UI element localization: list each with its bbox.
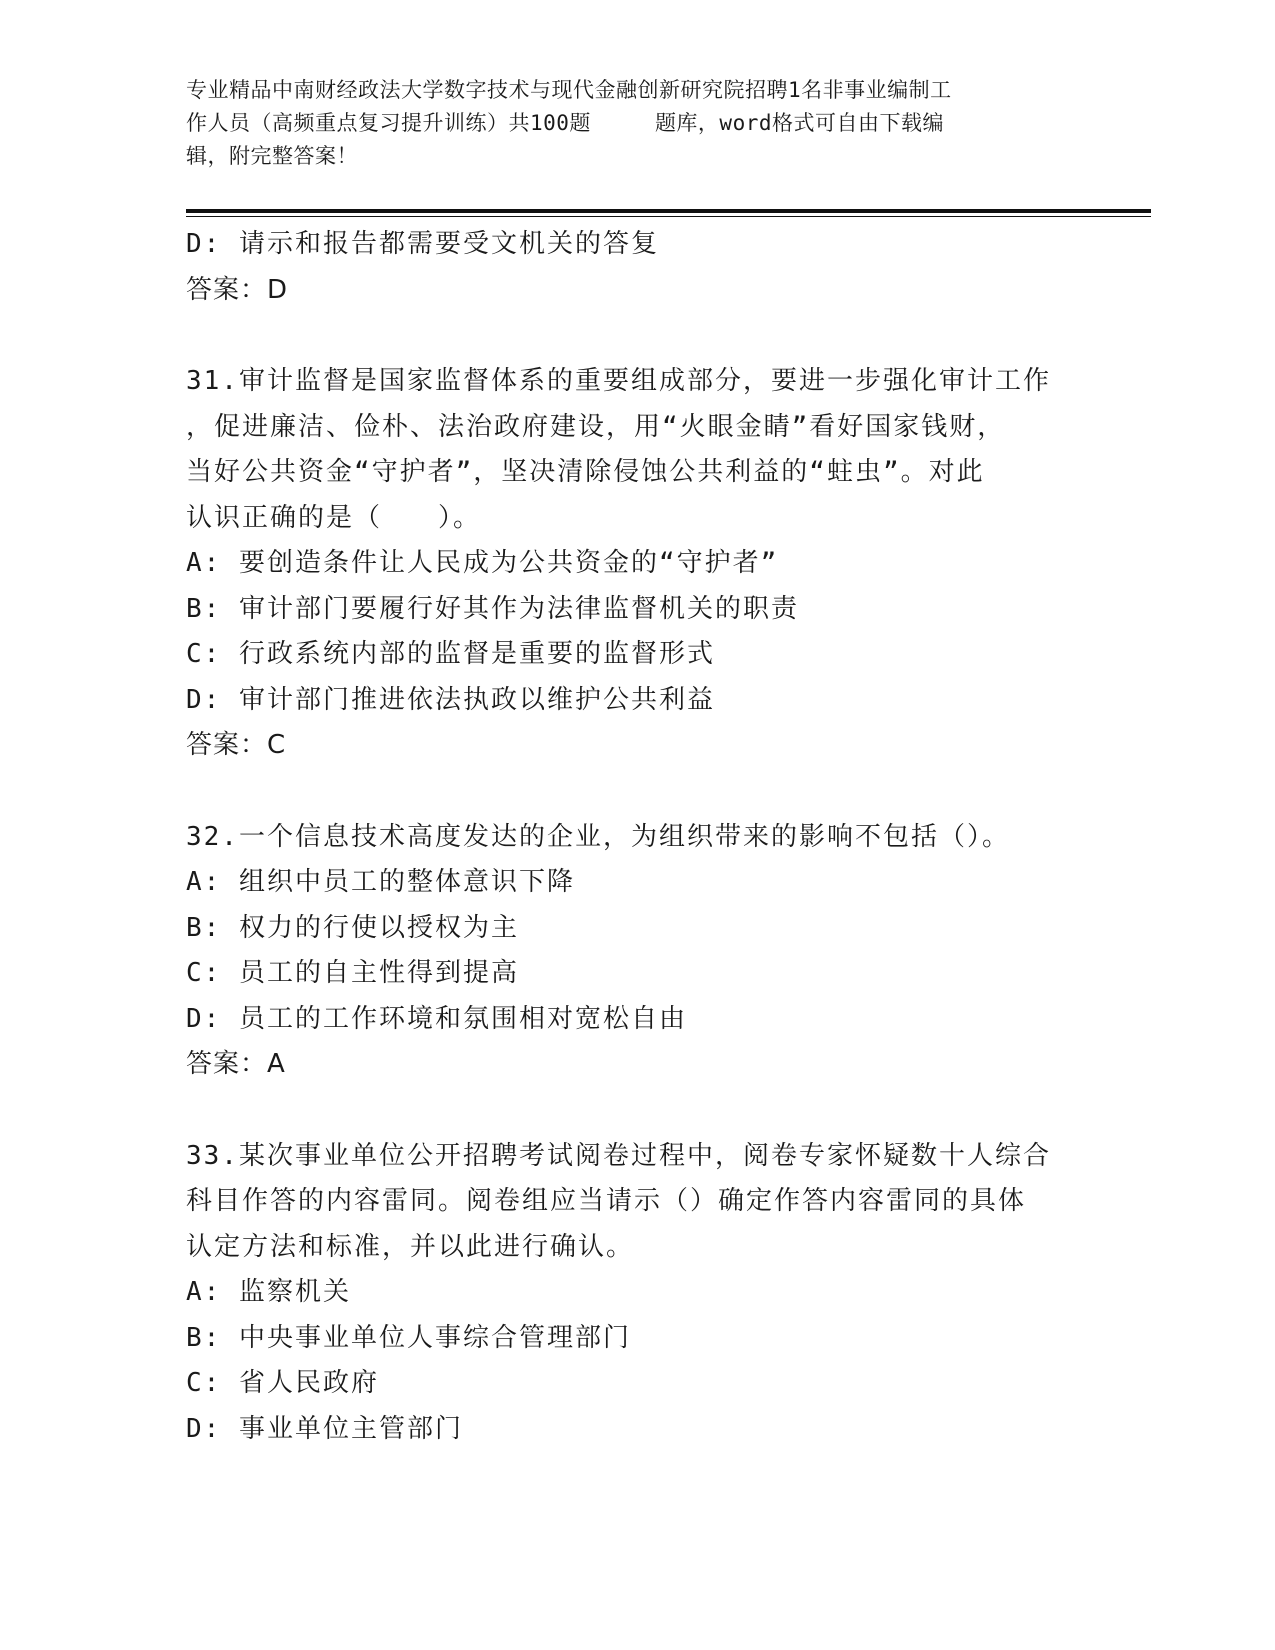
stem-line: 33.某次事业单位公开招聘考试阅卷过程中，阅卷专家怀疑数十人综合 xyxy=(186,1140,1051,1171)
stem-line: ，促进廉洁、俭朴、法治政府建设，用“火眼金睛”看好国家钱财， xyxy=(186,411,1006,442)
option-d: D: 员工的工作环境和氛围相对宽松自由 xyxy=(186,1003,687,1034)
answer-line: 答案：A xyxy=(186,1049,286,1079)
stem-line: 认识正确的是（ ）。 xyxy=(186,502,482,533)
header-line-3: 辑，附完整答案！ xyxy=(186,144,358,168)
spacer xyxy=(186,1088,1086,1134)
stem-line: 31.审计监督是国家监督体系的重要组成部分，要进一步强化审计工作 xyxy=(186,366,1051,396)
question-stem xyxy=(186,1134,1086,1271)
option-b: B: 中央事业单位人事综合管理部门 xyxy=(186,1322,631,1353)
answer-line: 答案：D xyxy=(186,274,289,305)
question-32 xyxy=(186,815,1086,1088)
spacer xyxy=(186,313,1086,359)
document-body xyxy=(186,222,1086,1452)
stem-line: 科目作答的内容雷同。阅卷组应当请示（）确定作答内容雷同的具体 xyxy=(186,1186,1027,1216)
header-line-1: 专业精品中南财经政法大学数字技术与现代金融创新研究院招聘1名非事业编制工 xyxy=(186,78,952,102)
option-d: D: 事业单位主管部门 xyxy=(186,1413,463,1444)
option-c: C: 员工的自主性得到提高 xyxy=(186,958,519,988)
question-stem xyxy=(186,815,1086,861)
option-a: A: 监察机关 xyxy=(186,1277,351,1307)
option-b: B: 审计部门要履行好其作为法律监督机关的职责 xyxy=(186,593,799,624)
question-33 xyxy=(186,1134,1086,1453)
header-line-2 xyxy=(186,107,1091,140)
option-a: A: 要创造条件让人民成为公共资金的“守护者” xyxy=(186,548,779,578)
header-divider-thin xyxy=(186,216,1151,217)
stem-line: 32.一个信息技术高度发达的企业，为组织带来的影响不包括（）。 xyxy=(186,821,1010,852)
question-stem xyxy=(186,359,1086,541)
stem-line: 认定方法和标准，并以此进行确认。 xyxy=(186,1231,635,1262)
stem-line: 当好公共资金“守护者”，坚决清除侵蚀公共利益的“蛀虫”。对此 xyxy=(186,457,985,487)
option-a: A: 组织中员工的整体意识下降 xyxy=(186,867,575,897)
option-b: B: 权力的行使以授权为主 xyxy=(186,912,519,943)
header-divider-thick xyxy=(186,209,1151,213)
question-31 xyxy=(186,359,1086,769)
option-c: C: 行政系统内部的监督是重要的监督形式 xyxy=(186,639,715,669)
spacer xyxy=(186,769,1086,815)
header-line-2-right: 题库，word格式可自由下载编 xyxy=(654,111,945,135)
document-header xyxy=(186,74,1091,173)
header-line-2-left: 作人员（高频重点复习提升训练）共100题 xyxy=(186,111,591,135)
question-30-tail xyxy=(186,222,1086,313)
answer-line: 答案：C xyxy=(186,730,287,760)
option-c: C: 省人民政府 xyxy=(186,1368,379,1398)
option-d: D: 请示和报告都需要受文机关的答复 xyxy=(186,229,659,259)
option-d: D: 审计部门推进依法执政以维护公共利益 xyxy=(186,684,715,715)
